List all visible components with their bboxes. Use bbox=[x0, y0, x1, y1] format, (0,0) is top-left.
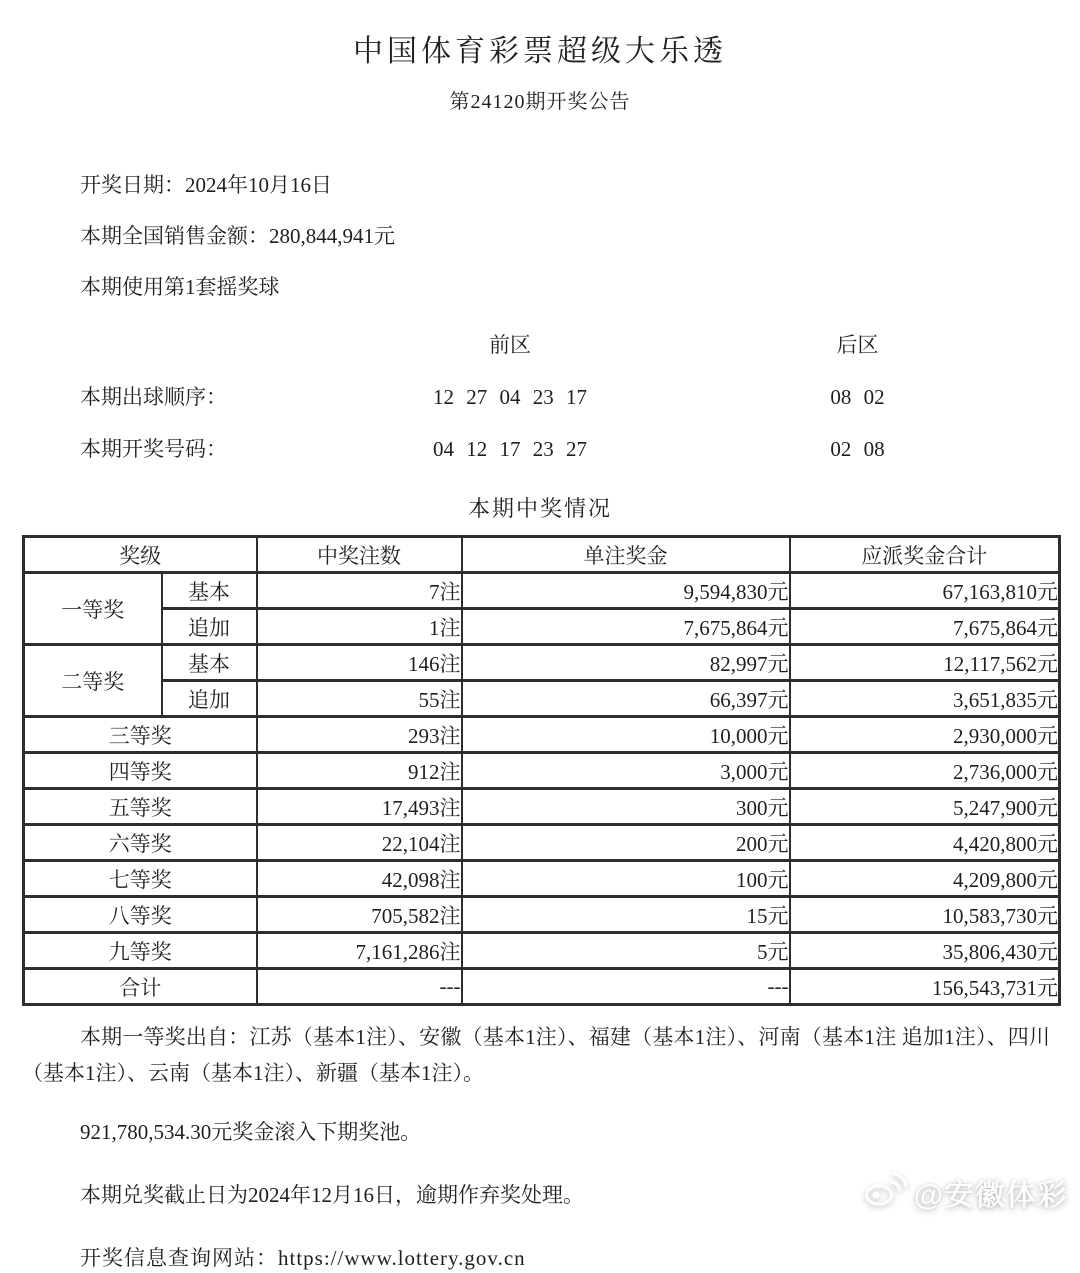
total-cell: 5,247,900元 bbox=[790, 789, 1060, 825]
header-prize-level: 奖级 bbox=[24, 537, 257, 573]
header-total-payout: 应派奖金合计 bbox=[790, 537, 1060, 573]
total-cell: 67,163,810元 bbox=[790, 573, 1060, 609]
winning-front-numbers: 04 12 17 23 27 bbox=[433, 437, 587, 461]
total-cell: 3,651,835元 bbox=[790, 681, 1060, 717]
total-cell: 10,583,730元 bbox=[790, 897, 1060, 933]
prize-level-cell: 三等奖 bbox=[24, 717, 257, 753]
prize-level-cell: 一等奖 bbox=[24, 573, 162, 645]
total-cell: 2,930,000元 bbox=[790, 717, 1060, 753]
rollover-amount: 921,780,534.30元奖金滚入下期奖池。 bbox=[80, 1120, 422, 1144]
table-row bbox=[24, 573, 1060, 609]
table-row bbox=[24, 753, 1060, 789]
sales-amount: 本期全国销售金额：280,844,941元 bbox=[80, 224, 395, 248]
prize-level-cell: 合计 bbox=[24, 969, 257, 1005]
prize-level-cell: 九等奖 bbox=[24, 933, 257, 969]
table-header-row bbox=[24, 537, 1060, 573]
count-cell: 17,493注 bbox=[257, 789, 462, 825]
watermark-handle: @安徽体彩 bbox=[913, 1179, 1068, 1212]
prize-level-cell: 七等奖 bbox=[24, 861, 257, 897]
prize-subtype-cell: 基本 bbox=[162, 573, 257, 609]
front-zone-label: 前区 bbox=[489, 333, 531, 357]
count-cell: 7,161,286注 bbox=[257, 933, 462, 969]
count-cell: 912注 bbox=[257, 753, 462, 789]
count-cell: 293注 bbox=[257, 717, 462, 753]
per-bet-cell: --- bbox=[462, 969, 790, 1005]
total-cell: 12,117,562元 bbox=[790, 645, 1060, 681]
table-row bbox=[24, 609, 1060, 645]
ball-set: 本期使用第1套摇奖球 bbox=[80, 275, 280, 299]
total-cell: 4,209,800元 bbox=[790, 861, 1060, 897]
prize-subtype-cell: 基本 bbox=[162, 645, 257, 681]
claim-deadline: 本期兑奖截止日为2024年12月16日，逾期作弃奖处理。 bbox=[80, 1183, 584, 1207]
table-row bbox=[24, 789, 1060, 825]
per-bet-cell: 10,000元 bbox=[462, 717, 790, 753]
count-cell: 705,582注 bbox=[257, 897, 462, 933]
page-subtitle: 第24120期开奖公告 bbox=[449, 91, 631, 113]
table-row bbox=[24, 825, 1060, 861]
prize-subtype-cell: 追加 bbox=[162, 609, 257, 645]
count-cell: 22,104注 bbox=[257, 825, 462, 861]
prize-level-cell: 八等奖 bbox=[24, 897, 257, 933]
per-bet-cell: 100元 bbox=[462, 861, 790, 897]
weibo-watermark bbox=[864, 1169, 1068, 1215]
prize-table bbox=[22, 535, 1061, 1006]
count-cell: 1注 bbox=[257, 609, 462, 645]
per-bet-cell: 66,397元 bbox=[462, 681, 790, 717]
prize-level-cell: 二等奖 bbox=[24, 645, 162, 717]
prize-table-title: 本期中奖情况 bbox=[467, 496, 612, 521]
count-cell: 42,098注 bbox=[257, 861, 462, 897]
per-bet-cell: 9,594,830元 bbox=[462, 573, 790, 609]
count-cell: 146注 bbox=[257, 645, 462, 681]
total-cell: 156,543,731元 bbox=[790, 969, 1060, 1005]
lottery-website: 开奖信息查询网站：https://www.lottery.gov.cn bbox=[80, 1246, 526, 1270]
winning-numbers-label: 本期开奖号码： bbox=[80, 437, 227, 461]
per-bet-cell: 15元 bbox=[462, 897, 790, 933]
table-row bbox=[24, 645, 1060, 681]
draw-order-back-numbers: 08 02 bbox=[830, 385, 885, 409]
winning-back-numbers: 02 08 bbox=[830, 437, 885, 461]
weibo-icon bbox=[864, 1169, 908, 1215]
draw-order-label: 本期出球顺序： bbox=[80, 385, 227, 409]
total-cell: 4,420,800元 bbox=[790, 825, 1060, 861]
per-bet-cell: 5元 bbox=[462, 933, 790, 969]
prize-level-cell: 四等奖 bbox=[24, 753, 257, 789]
prize-level-cell: 五等奖 bbox=[24, 789, 257, 825]
page-title: 中国体育彩票超级大乐透 bbox=[353, 35, 727, 68]
total-cell: 35,806,430元 bbox=[790, 933, 1060, 969]
table-row bbox=[24, 861, 1060, 897]
draw-order-front-numbers: 12 27 04 23 17 bbox=[433, 385, 587, 409]
prize-subtype-cell: 追加 bbox=[162, 681, 257, 717]
back-zone-label: 后区 bbox=[836, 333, 879, 357]
per-bet-cell: 7,675,864元 bbox=[462, 609, 790, 645]
prize-level-cell: 六等奖 bbox=[24, 825, 257, 861]
count-cell: 55注 bbox=[257, 681, 462, 717]
per-bet-cell: 3,000元 bbox=[462, 753, 790, 789]
per-bet-cell: 300元 bbox=[462, 789, 790, 825]
table-row-total bbox=[24, 969, 1060, 1005]
total-cell: 2,736,000元 bbox=[790, 753, 1060, 789]
table-row bbox=[24, 933, 1060, 969]
zone-header-spacer bbox=[80, 330, 330, 360]
header-winning-bets: 中奖注数 bbox=[257, 537, 462, 573]
count-cell: --- bbox=[257, 969, 462, 1005]
draw-date: 开奖日期：2024年10月16日 bbox=[80, 173, 332, 197]
per-bet-cell: 82,997元 bbox=[462, 645, 790, 681]
table-row bbox=[24, 681, 1060, 717]
draw-info-block bbox=[80, 170, 1080, 302]
header-prize-per-bet: 单注奖金 bbox=[462, 537, 790, 573]
drawn-numbers-block bbox=[80, 330, 1025, 464]
table-row bbox=[24, 717, 1060, 753]
first-prize-winners-paragraph: 本期一等奖出自：江苏（基本1注）、安徽（基本1注）、福建（基本1注）、河南（基本1注 追加1注）、四川（基本1注）、云南（基本1注）、新疆（基本1注）。 bbox=[22, 1025, 1050, 1085]
count-cell: 7注 bbox=[257, 573, 462, 609]
per-bet-cell: 200元 bbox=[462, 825, 790, 861]
total-cell: 7,675,864元 bbox=[790, 609, 1060, 645]
table-row bbox=[24, 897, 1060, 933]
